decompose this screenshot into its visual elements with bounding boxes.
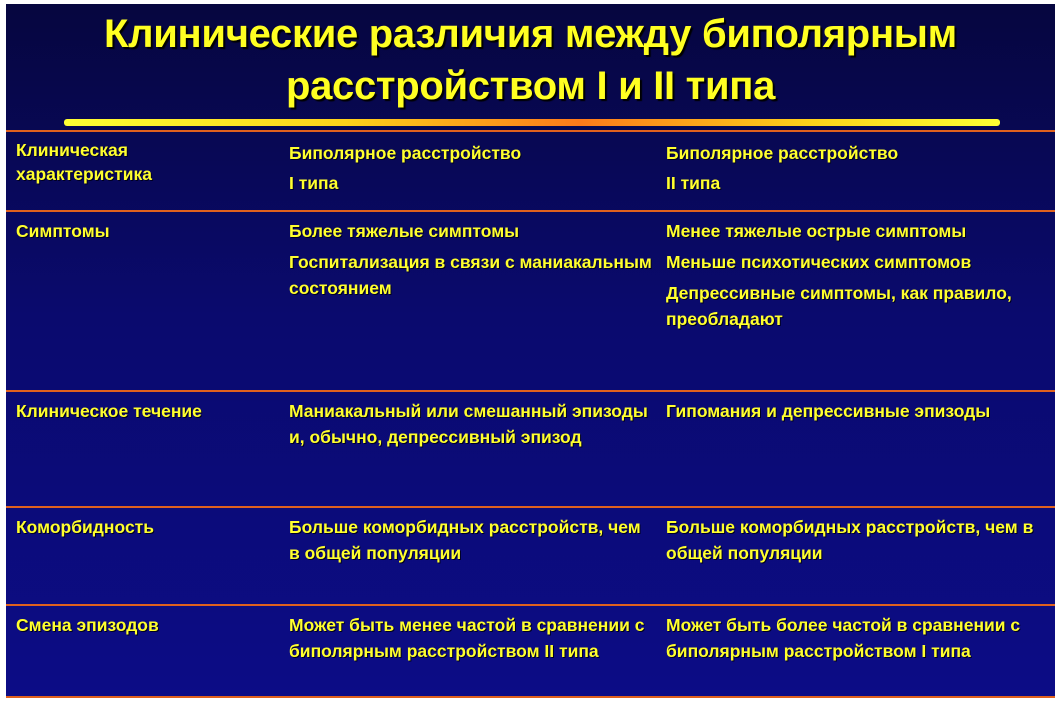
row-type1-cell: Больше коморбидных расстройств, чем в общей популяции (289, 517, 641, 563)
table-row (6, 210, 1055, 390)
table-bottom-border (6, 696, 1055, 698)
table-row (6, 604, 1055, 696)
title-line-2: расстройством I и II типа (285, 64, 776, 108)
title-underline (64, 119, 1000, 126)
table-header-row (6, 130, 1055, 210)
title-line-1: Клинические различия между биполярным (104, 12, 957, 56)
row-type1-cell: Более тяжелые симптомы Госпитализация в связи с маниакальным состоянием (289, 221, 652, 298)
row-type2-cell: Менее тяжелые острые симптомы Меньше психотических симптомов Депрессивные симптомы, как правило, преобладают (666, 221, 1012, 329)
row-label: Коморбидность (16, 517, 155, 537)
header-bipolar-1: Биполярное расстройство I типа (289, 143, 522, 193)
slide-title (6, 8, 1055, 112)
row-label: Симптомы (16, 221, 110, 241)
table-row (6, 390, 1055, 506)
slide (6, 4, 1055, 698)
row-type2-cell: Гипомания и депрессивные эпизоды (666, 401, 991, 421)
table-row (6, 506, 1055, 604)
row-label: Клиническое течение (16, 401, 202, 421)
row-label: Смена эпизодов (16, 615, 159, 635)
row-type2-cell: Может быть более частой в сравнении с биполярным расстройством I типа (666, 615, 1021, 661)
header-bipolar-2: Биполярное расстройство II типа (666, 143, 899, 193)
row-type1-cell: Маниакальный или смешанный эпизоды и, обычно, депрессивный эпизод (289, 401, 648, 447)
header-characteristic: Клиническая характеристика (16, 140, 152, 184)
row-type1-cell: Может быть менее частой в сравнении с биполярным расстройством II типа (289, 615, 645, 661)
row-type2-cell: Больше коморбидных расстройств, чем в общей популяции (666, 517, 1034, 563)
